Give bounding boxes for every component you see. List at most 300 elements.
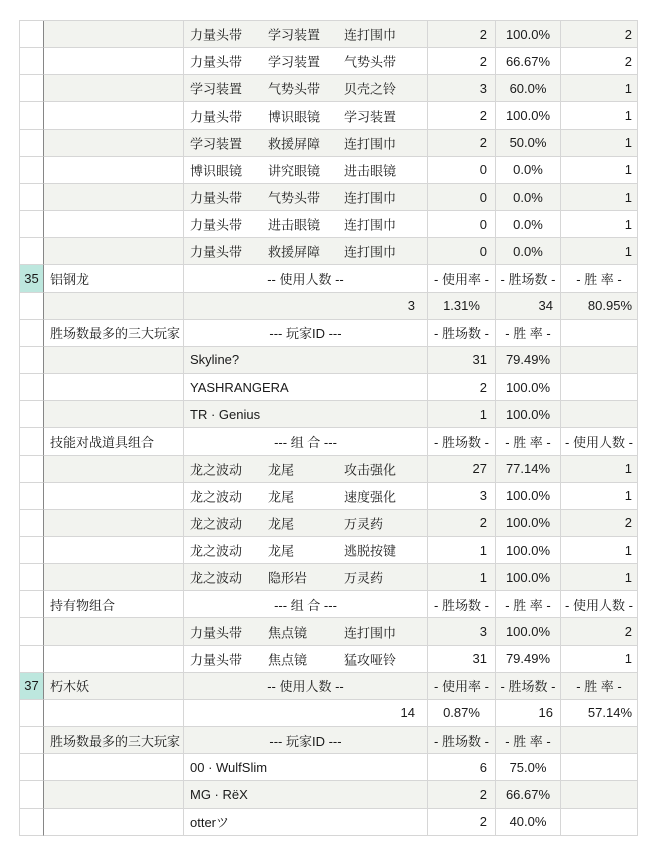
stat-cell-2[interactable] (496, 809, 561, 836)
player-id-text: YASHRANGERA (190, 379, 289, 395)
stat-cell-2[interactable] (496, 48, 561, 75)
stat-cell-2[interactable] (496, 510, 561, 537)
stat-value: - 使用率 - (434, 679, 489, 695)
stat-cell-2[interactable] (496, 483, 561, 510)
user-count-value: 14 (400, 705, 415, 721)
row-number-cell[interactable] (20, 293, 44, 320)
section-name-cell[interactable] (44, 564, 184, 591)
stat-value: 1 (624, 80, 632, 96)
item-text: 讲究眼镜 (268, 163, 321, 179)
stat-value: 31 (472, 352, 487, 368)
stat-value: 40.0% (509, 814, 547, 830)
stat-value: 1 (624, 135, 632, 151)
stat-cell-2[interactable] (496, 428, 561, 455)
merged-cell[interactable] (184, 75, 428, 102)
table-row (20, 102, 638, 129)
player-id-text: MG · RëX (190, 786, 248, 802)
row-number-label: 35 (24, 270, 39, 286)
item-text: 龙之波动 (190, 516, 243, 532)
row-number-cell[interactable] (20, 809, 44, 836)
stat-value: 1 (479, 406, 487, 422)
stat-cell-1[interactable] (428, 21, 496, 48)
table-row (20, 21, 638, 48)
stat-value: 100.0% (505, 379, 551, 395)
stat-cell-3[interactable] (561, 700, 638, 727)
row-number-cell[interactable] (20, 184, 44, 211)
row-number-cell[interactable] (20, 102, 44, 129)
table-row (20, 401, 638, 428)
section-name-cell[interactable] (44, 809, 184, 836)
stat-cell-3[interactable] (561, 157, 638, 184)
section-name-cell[interactable] (44, 401, 184, 428)
item-text: 焦点镜 (268, 625, 308, 641)
stat-value: - 胜 率 - (576, 679, 622, 695)
stat-value: 2 (479, 26, 487, 42)
stat-value: 0 (479, 243, 487, 259)
user-count-value: 3 (407, 298, 415, 314)
table-row (20, 510, 638, 537)
stat-value: 0.0% (513, 162, 543, 178)
table-row (20, 374, 638, 401)
stat-cell-1[interactable] (428, 428, 496, 455)
stat-value: 1 (624, 542, 632, 558)
row-number-cell[interactable] (20, 754, 44, 781)
stat-cell-1[interactable] (428, 727, 496, 754)
merged-header-text: --- 组 合 --- (274, 434, 337, 450)
stat-cell-1[interactable] (428, 809, 496, 836)
merged-cell[interactable] (184, 48, 428, 75)
stat-cell-1[interactable] (428, 238, 496, 265)
section-name-cell[interactable] (44, 102, 184, 129)
row-number-cell[interactable] (20, 157, 44, 184)
stat-value: - 胜场数 - (500, 271, 556, 287)
row-number-cell[interactable] (20, 130, 44, 157)
stat-value: 77.14% (505, 461, 551, 477)
stat-value: 2 (624, 624, 632, 640)
stat-cell-1[interactable] (428, 646, 496, 673)
merged-header-text: --- 玩家ID --- (269, 733, 342, 749)
merged-cell[interactable] (184, 347, 428, 374)
stat-cell-3[interactable] (561, 130, 638, 157)
stat-value: 100.0% (505, 488, 551, 504)
stat-cell-3[interactable] (561, 754, 638, 781)
item-text: 力量头带 (190, 190, 243, 206)
stat-value: 0.87% (443, 705, 480, 721)
stat-cell-3[interactable] (561, 102, 638, 129)
stat-cell-3[interactable] (561, 456, 638, 483)
table-row (20, 781, 638, 808)
merged-cell[interactable] (184, 265, 428, 292)
item-text: 进击眼镜 (344, 163, 397, 179)
item-text: 力量头带 (190, 54, 243, 70)
section-name-cell[interactable] (44, 157, 184, 184)
stat-cell-1[interactable] (428, 347, 496, 374)
table-row (20, 320, 638, 347)
stat-cell-1[interactable] (428, 184, 496, 211)
item-text: 学习装置 (268, 27, 321, 43)
item-text: 气势头带 (268, 190, 321, 206)
stat-cell-2[interactable] (496, 265, 561, 292)
section-name-cell[interactable] (44, 428, 184, 455)
stat-value: 2 (624, 26, 632, 42)
stat-cell-1[interactable] (428, 456, 496, 483)
player-id-text: TR · Genius (190, 406, 261, 422)
section-name-cell[interactable] (44, 293, 184, 320)
stat-value: 100.0% (505, 624, 551, 640)
player-id-text: 00 · WulfSlim (190, 759, 268, 775)
stat-cell-3[interactable] (561, 238, 638, 265)
item-text: 救援屏障 (268, 244, 321, 260)
stat-cell-1[interactable] (428, 401, 496, 428)
section-name-label: 胜场数最多的三大玩家 (50, 326, 181, 342)
section-name-label: 持有物组合 (50, 597, 116, 613)
stat-cell-2[interactable] (496, 374, 561, 401)
merged-cell[interactable] (184, 727, 428, 754)
stat-value: 79.49% (505, 651, 551, 667)
stat-value: - 胜场数 - (434, 597, 489, 613)
item-text: 万灵药 (344, 516, 384, 532)
stat-cell-1[interactable] (428, 537, 496, 564)
merged-cell[interactable] (184, 510, 428, 537)
stat-cell-2[interactable] (496, 75, 561, 102)
stat-cell-2[interactable] (496, 238, 561, 265)
stat-cell-1[interactable] (428, 130, 496, 157)
stat-cell-1[interactable] (428, 564, 496, 591)
row-number-cell[interactable] (20, 673, 44, 700)
stat-cell-3[interactable] (561, 347, 638, 374)
stat-cell-2[interactable] (496, 591, 561, 618)
stat-value: 1 (624, 488, 632, 504)
stat-cell-1[interactable] (428, 211, 496, 238)
item-text: 连打围巾 (344, 244, 397, 260)
item-text: 贝壳之铃 (344, 81, 397, 97)
item-text: 龙尾 (268, 489, 295, 505)
row-number-cell[interactable] (20, 537, 44, 564)
stat-cell-1[interactable] (428, 320, 496, 347)
section-name-cell[interactable] (44, 618, 184, 645)
stat-cell-1[interactable] (428, 48, 496, 75)
merged-cell[interactable] (184, 781, 428, 808)
row-number-cell[interactable] (20, 483, 44, 510)
stat-value: 66.67% (505, 786, 551, 802)
stat-value: 1.31% (443, 298, 480, 314)
merged-cell[interactable] (184, 646, 428, 673)
stat-cell-3[interactable] (561, 320, 638, 347)
stat-cell-2[interactable] (496, 184, 561, 211)
stat-value: - 胜场数 - (434, 326, 489, 342)
row-number-cell[interactable] (20, 700, 44, 727)
merged-cell[interactable] (184, 184, 428, 211)
stat-value: 2 (479, 515, 487, 531)
section-name-cell[interactable] (44, 673, 184, 700)
table-row (20, 428, 638, 455)
table-row (20, 293, 638, 320)
section-name-cell[interactable] (44, 48, 184, 75)
item-text: 隐形岩 (268, 570, 308, 586)
stat-cell-3[interactable] (561, 646, 638, 673)
stat-value: - 胜 率 - (576, 271, 622, 287)
stat-cell-3[interactable] (561, 48, 638, 75)
merged-cell[interactable] (184, 320, 428, 347)
stat-cell-2[interactable] (496, 102, 561, 129)
section-name-cell[interactable] (44, 374, 184, 401)
stat-value: 27 (472, 461, 487, 477)
stat-value: - 胜场数 - (434, 434, 489, 450)
row-number-cell[interactable] (20, 646, 44, 673)
stat-cell-3[interactable] (561, 21, 638, 48)
item-text: 焦点镜 (268, 652, 308, 668)
row-number-cell[interactable] (20, 618, 44, 645)
merged-cell[interactable] (184, 401, 428, 428)
stat-cell-2[interactable] (496, 456, 561, 483)
section-name-cell[interactable] (44, 510, 184, 537)
section-name-cell[interactable] (44, 347, 184, 374)
stat-cell-3[interactable] (561, 483, 638, 510)
merged-cell[interactable] (184, 564, 428, 591)
table-row (20, 211, 638, 238)
stat-cell-2[interactable] (496, 727, 561, 754)
stat-cell-1[interactable] (428, 483, 496, 510)
stat-cell-3[interactable] (561, 564, 638, 591)
stat-cell-3[interactable] (561, 374, 638, 401)
table-row (20, 184, 638, 211)
section-name-cell[interactable] (44, 700, 184, 727)
stat-cell-2[interactable] (496, 700, 561, 727)
merged-cell[interactable] (184, 591, 428, 618)
spreadsheet (19, 20, 638, 836)
item-text: 连打围巾 (344, 190, 397, 206)
row-number-cell[interactable] (20, 428, 44, 455)
table-row (20, 75, 638, 102)
item-text: 龙之波动 (190, 570, 243, 586)
stat-value: 75.0% (509, 759, 547, 775)
stat-value: 1 (624, 108, 632, 124)
stat-value: - 使用人数 - (565, 597, 633, 613)
merged-cell[interactable] (184, 157, 428, 184)
stat-value: - 胜场数 - (500, 679, 556, 695)
stat-cell-3[interactable] (561, 265, 638, 292)
item-text: 龙尾 (268, 462, 295, 478)
section-name-cell[interactable] (44, 781, 184, 808)
row-number-cell[interactable] (20, 727, 44, 754)
merged-cell[interactable] (184, 537, 428, 564)
row-number-cell[interactable] (20, 48, 44, 75)
merged-cell[interactable] (184, 130, 428, 157)
item-text: 力量头带 (190, 217, 243, 233)
stat-cell-3[interactable] (561, 618, 638, 645)
section-name-cell[interactable] (44, 265, 184, 292)
section-name-cell[interactable] (44, 211, 184, 238)
merged-cell[interactable] (184, 428, 428, 455)
row-number-cell[interactable] (20, 320, 44, 347)
row-number-cell[interactable] (20, 75, 44, 102)
section-name-cell[interactable] (44, 754, 184, 781)
stat-cell-1[interactable] (428, 157, 496, 184)
section-name-label: 朽木妖 (50, 679, 90, 695)
stat-cell-3[interactable] (561, 537, 638, 564)
item-text: 学习装置 (190, 136, 243, 152)
section-name-cell[interactable] (44, 238, 184, 265)
item-text: 速度强化 (344, 489, 397, 505)
row-number-cell[interactable] (20, 374, 44, 401)
section-name-cell[interactable] (44, 320, 184, 347)
section-name-cell[interactable] (44, 483, 184, 510)
section-name-cell[interactable] (44, 727, 184, 754)
stat-cell-1[interactable] (428, 700, 496, 727)
section-name-cell[interactable] (44, 184, 184, 211)
stat-cell-2[interactable] (496, 293, 561, 320)
stat-cell-2[interactable] (496, 673, 561, 700)
stat-cell-3[interactable] (561, 184, 638, 211)
item-text: 力量头带 (190, 244, 243, 260)
item-text: 龙之波动 (190, 462, 243, 478)
item-text: 力量头带 (190, 652, 243, 668)
stat-value: 2 (479, 135, 487, 151)
stat-cell-1[interactable] (428, 265, 496, 292)
stat-cell-2[interactable] (496, 130, 561, 157)
row-number-cell[interactable] (20, 510, 44, 537)
stat-cell-3[interactable] (561, 727, 638, 754)
merged-cell[interactable] (184, 673, 428, 700)
stat-cell-2[interactable] (496, 646, 561, 673)
stat-value: 34 (538, 298, 553, 314)
merged-cell[interactable] (184, 21, 428, 48)
item-text: 龙之波动 (190, 489, 243, 505)
section-name-cell[interactable] (44, 591, 184, 618)
item-text: 连打围巾 (344, 625, 397, 641)
stat-value: 0 (479, 216, 487, 232)
stat-value: 100.0% (505, 542, 551, 558)
table-row (20, 646, 638, 673)
merged-cell[interactable] (184, 238, 428, 265)
stat-value: - 胜 率 - (505, 434, 551, 450)
row-number-cell[interactable] (20, 21, 44, 48)
stat-cell-1[interactable] (428, 293, 496, 320)
item-text: 连打围巾 (344, 27, 397, 43)
merged-cell[interactable] (184, 809, 428, 836)
table-row (20, 265, 638, 292)
section-name-cell[interactable] (44, 537, 184, 564)
stat-cell-3[interactable] (561, 591, 638, 618)
stat-cell-1[interactable] (428, 754, 496, 781)
stat-cell-2[interactable] (496, 320, 561, 347)
stat-value: 0.0% (513, 243, 543, 259)
stat-value: 1 (624, 162, 632, 178)
row-number-cell[interactable] (20, 591, 44, 618)
stat-cell-2[interactable] (496, 754, 561, 781)
item-text: 进击眼镜 (268, 217, 321, 233)
stat-cell-3[interactable] (561, 293, 638, 320)
row-number-cell[interactable] (20, 564, 44, 591)
table-row (20, 673, 638, 700)
row-number-cell[interactable] (20, 238, 44, 265)
merged-cell[interactable] (184, 754, 428, 781)
table-row (20, 483, 638, 510)
merged-cell[interactable] (184, 102, 428, 129)
stat-value: 2 (624, 53, 632, 69)
stat-cell-1[interactable] (428, 102, 496, 129)
section-name-cell[interactable] (44, 75, 184, 102)
stat-cell-3[interactable] (561, 673, 638, 700)
stat-cell-1[interactable] (428, 781, 496, 808)
merged-header-text: -- 使用人数 -- (267, 271, 344, 287)
merged-cell[interactable] (184, 456, 428, 483)
stat-cell-2[interactable] (496, 618, 561, 645)
merged-cell[interactable] (184, 700, 428, 727)
merged-cell[interactable] (184, 374, 428, 401)
stat-value: 79.49% (505, 352, 551, 368)
row-number-cell[interactable] (20, 781, 44, 808)
section-name-label: 铝钢龙 (50, 271, 90, 287)
section-name-label: 胜场数最多的三大玩家 (50, 733, 181, 749)
stat-cell-3[interactable] (561, 809, 638, 836)
section-name-cell[interactable] (44, 130, 184, 157)
stat-cell-3[interactable] (561, 510, 638, 537)
row-number-cell[interactable] (20, 456, 44, 483)
section-name-cell[interactable] (44, 21, 184, 48)
stat-value: 1 (479, 569, 487, 585)
stat-cell-3[interactable] (561, 211, 638, 238)
stat-cell-3[interactable] (561, 401, 638, 428)
stat-cell-3[interactable] (561, 428, 638, 455)
item-text: 攻击强化 (344, 462, 397, 478)
stat-cell-1[interactable] (428, 591, 496, 618)
stat-cell-2[interactable] (496, 157, 561, 184)
merged-cell[interactable] (184, 618, 428, 645)
row-number-cell[interactable] (20, 265, 44, 292)
stat-cell-2[interactable] (496, 537, 561, 564)
stat-cell-1[interactable] (428, 374, 496, 401)
merged-cell[interactable] (184, 211, 428, 238)
item-text: 力量头带 (190, 625, 243, 641)
stat-value: 66.67% (505, 53, 551, 69)
stat-cell-1[interactable] (428, 510, 496, 537)
row-number-cell[interactable] (20, 401, 44, 428)
stat-cell-1[interactable] (428, 618, 496, 645)
merged-cell[interactable] (184, 483, 428, 510)
stat-value: - 胜 率 - (505, 733, 551, 749)
stat-value: 3 (479, 624, 487, 640)
section-name-cell[interactable] (44, 456, 184, 483)
stat-value: 1 (479, 542, 487, 558)
table-row (20, 754, 638, 781)
merged-cell[interactable] (184, 293, 428, 320)
stat-value: 0 (479, 189, 487, 205)
stat-cell-1[interactable] (428, 75, 496, 102)
stat-cell-2[interactable] (496, 401, 561, 428)
player-id-text: Skyline? (190, 352, 240, 368)
table-row (20, 347, 638, 374)
section-name-cell[interactable] (44, 646, 184, 673)
item-text: 气势头带 (344, 54, 397, 70)
stat-cell-3[interactable] (561, 75, 638, 102)
row-number-cell[interactable] (20, 211, 44, 238)
item-text: 龙尾 (268, 516, 295, 532)
stat-cell-1[interactable] (428, 673, 496, 700)
table-row (20, 564, 638, 591)
stat-value: 6 (479, 759, 487, 775)
row-number-cell[interactable] (20, 347, 44, 374)
stat-cell-2[interactable] (496, 781, 561, 808)
table-row (20, 618, 638, 645)
stat-cell-2[interactable] (496, 347, 561, 374)
stat-value: 100.0% (505, 406, 551, 422)
stat-cell-2[interactable] (496, 211, 561, 238)
table-row (20, 157, 638, 184)
stat-cell-2[interactable] (496, 21, 561, 48)
stat-cell-3[interactable] (561, 781, 638, 808)
stat-cell-2[interactable] (496, 564, 561, 591)
